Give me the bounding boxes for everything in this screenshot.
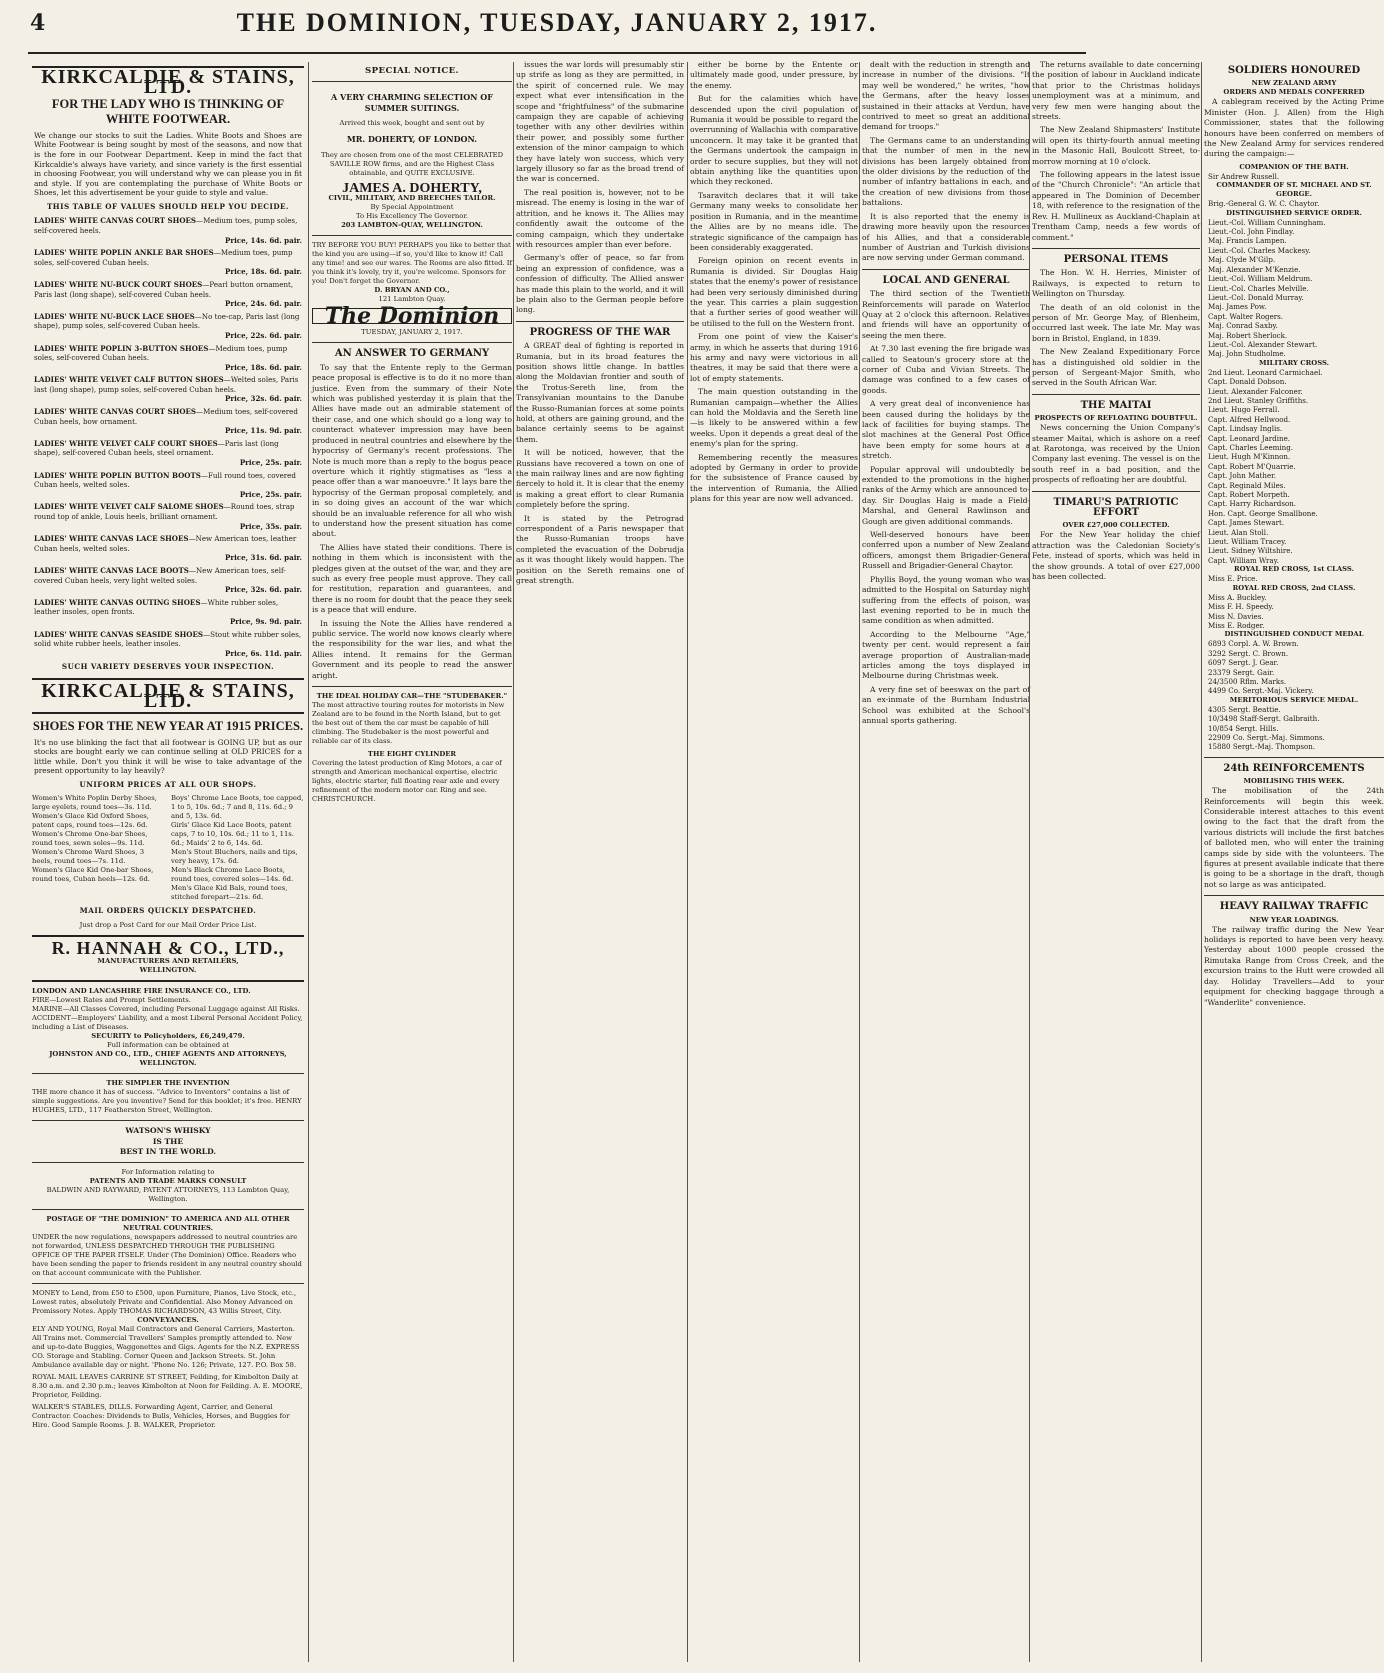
honour-name: Lieut.-Col. William Meldrum. [1208,274,1313,284]
personal-paragraph: The New Zealand Expeditionary Force has a distinguished old soldier in the person of Sergeant-Major Smith, who served in the South African War. [1032,347,1200,388]
honour-heading: ROYAL RED CROSS, 2nd CLASS. [1232,583,1356,592]
honour-name: 6893 Corpl. A. W. Brown. [1208,639,1299,649]
timaru-title: TIMARU'S PATRIOTIC EFFORT [1053,496,1179,519]
shoe-price: Price, 18s. 6d. pair. [225,362,302,372]
article-paragraph: The main question outstanding in the Rumanian campaign—whether the Allies can hold the Moldavia and the Sereth line—is likely to be answered within a few weeks. Upon it depends a great deal of the enemy's plan for the spring. [690,387,858,449]
kirkcaldie-ad-footer: SUCH VARIETY DESERVES YOUR INSPECTION. [61,662,275,672]
shoe-item [34,439,302,468]
postage-title: POSTAGE OF "THE DOMINION" TO AMERICA AND ALL OTHER NEUTRAL COUNTRIES. [46,1215,290,1233]
shoe-grid-item: Women's Glace Kid One-bar Shoes, round toes, Cuban heels—12s. 6d. [32,866,154,884]
honour-name: 24/3500 Rflm. Marks. [1208,676,1287,686]
divider [312,81,512,82]
rumania-article-body [690,60,858,505]
shoe-item [34,598,302,627]
local-paragraph: At 7.30 last evening the fire brigade was called to Seatoun's grocery store at the corner of Cuba and Vivian Streets. The damage was confined to a few cases of goods. [862,344,1030,395]
column-rule [1029,62,1030,1662]
hannah-ad-title: R. HANNAH & CO., LTD., [51,937,285,958]
honour-name: 15880 Sergt.-Maj. Thompson. [1208,742,1316,752]
postage-text: UNDER the new regulations, newspapers addressed to neutral countries are not forwarded, UNLESS DESPATCHED THROUGH THE PUBLISHING OFFICE OF THE PAPER ITSELF. Under (The Dominion) Office. Readers who have been sending the paper to friends resident in any neutral country should on that account communicate with the Publisher. [32,1233,302,1278]
article-paragraph: From one point of view the Kaiser's army, in which he asserts that during 1916 his army and navy were victorious in all theatres, it may be said that there were a lot of empty statements. [690,332,858,383]
divider [32,1120,304,1121]
shoe-name: LADIES' WHITE CANVAS COURT SHOES [34,407,197,417]
lancashire-agents: JOHNSTON AND CO., LTD., CHIEF AGENTS AND ATTORNEYS, WELLINGTON. [49,1050,287,1068]
honour-name: Brig.-General G. W. C. Chaytor. [1208,199,1320,209]
doherty-name: MR. DOHERTY, OF LONDON. [346,134,478,145]
divider [1204,757,1384,758]
war-paragraph: It is stated by the Petrograd correspondent of a Paris newspaper that the Russo-Rumanian troops have completed the evacuation of the Dobrudja as it was thought likely would happen. The position on the Sereth remains one of great strength. [516,513,684,586]
article-paragraph: dealt with the reduction in strength and increase in number of the divisions. "It may well be wondered," he writes, "how the Germans, after the heavy losses sustained in their attacks at Verdun, have contrived to meet so great an additional demand for troops." [862,60,1030,132]
divider [32,935,304,937]
shoe-grid-item: Women's Chrome Ward Shoes, 3 heels, round toes—7s. 11d. [32,848,145,866]
personal-paragraph: The Hon. W. H. Herries, Minister of Railways, is expected to return to Wellington on Thursday. [1032,268,1200,299]
article-paragraph: Germany's offer of peace, so far from being an expression of confidence, was a confession of difficulty. The Allied answer has made this plain to the world, and it will be plain also to the German people before long. [516,253,684,315]
shoe-price: Price, 25s. pair. [239,489,302,499]
shoe-description: —Medium toes, pump soles, self-covered heels. [34,216,298,235]
conveyances-text: ELY AND YOUNG, Royal Mail Contractors and General Carriers, Masterton. All Trains met. Commercial Travellers' Samples promptly attended to. New and up-to-date Buggies, Waggonettes and Gigs. Agents for the N.Z. EXPRESS CO. Storage and Stabling. Corner Queen and Jackson Streets. St. John Ambulance available day or night. 'Phone No. 126; Private, 127. P.O. Box 58. [32,1325,300,1370]
patents-firm: BALDWIN AND RAYWARD, PATENT ATTORNEYS, 113 Lambton Quay, Wellington. [46,1186,290,1204]
suitings-title: A VERY CHARMING SELECTION OF SUMMER SUITINGS. [331,92,493,113]
honour-name: 2nd Lieut. Stanley Griffiths. [1208,395,1309,405]
column-rule [513,62,514,1662]
shoe-price: Price, 18s. 6d. pair. [225,267,302,277]
orders-medals-title: ORDERS AND MEDALS CONFERRED [1223,88,1365,97]
hannah-ad-city: WELLINGTON. [139,966,197,975]
shoe-price: Price, 35s. pair. [239,521,302,531]
editorial-date: TUESDAY, JANUARY 2, 1917. [361,328,463,337]
honour-name: Lieut.-Col. Alexander Stewart. [1208,339,1318,349]
maitai-text: News concerning the Union Company's steamer Maitai, which is ashore on a reef at Rarotonga, was received by the Union Company last evening. The vessel is on the south reef in a bad position, and the prospects of refloating her are doubtful. [1032,423,1200,485]
article-paragraph: The returns available to date concerning the position of labour in Auckland indicate that prior to the Christmas holidays unemployment was at a minimum, and very few men were hanging about the streets. [1032,60,1200,122]
divider [32,1209,304,1210]
doherty-appointment: By Special Appointment [370,203,454,212]
shoe-price: Price, 11s. 9d. pair. [225,426,302,436]
honour-name: Capt. Lindsay Inglis. [1208,424,1283,434]
honour-name: 4305 Sergt. Beattie. [1208,704,1281,714]
shoe-description: —Paris last (long shape), self-covered Cuban heels, steel ornament. [34,438,279,458]
honour-name: Capt. James Stewart. [1208,518,1285,528]
honour-name: 10/3498 Staff-Sergt. Galbraith. [1208,714,1320,724]
doherty-text: They are chosen from one of the most CELEBRATED SAVILLE ROW firms, and are the Highest Class obtainable, and QUITE EXCLUSIVE. [320,150,504,177]
column-rule [859,62,860,1662]
honour-name: Capt. Donald Dobson. [1208,377,1287,387]
mail-orders-caption: MAIL ORDERS QUICKLY DESPATCHED. [79,906,257,916]
editorial-paragraph: The Allies have stated their conditions. There is nothing in them which is inconsistent with the pledges given at the outset of the war, and they are such as every free people must approve. They call for restitution, reparation and guarantees, and there is no room for doubt that the peace they seek is a peace that will endure. [312,542,512,615]
shoe-item [34,312,302,341]
shoe-description: —New American toes, self-covered Cuban heels, very light welted soles. [34,565,286,585]
local-paragraph: Popular approval will undoubtedly be extended to the promotions in the higher ranks of the Army which are announced to-day. Sir Douglas Haig is made a Field-Marshal, and General Rawlinson and Gough are given additional commands. [862,464,1030,526]
honour-name: Maj. Francis Lampen. [1208,236,1287,246]
honour-name: 6097 Sergt. J. Gear. [1208,658,1279,668]
shoe-grid-item: Girls' Glace Kid Lace Boots, patent caps, 7 to 10, 10s. 6d.; 11 to 1, 11s. 6d.; Maids' 2 to 6, 14s. 6d. [171,821,294,848]
holiday-car-text: The most attractive touring routes for motorists in New Zealand are to be found in the North Island, but to get the best out of them the car must be capable of hill climbing. The Studebaker is the most powerful and reliable car of its class. [312,701,505,746]
war-paragraph: It will be noticed, however, that the Russians have recovered a town on one of the main railway lines and are now fighting fiercely to hold it. It is clear that the enemy is making a great effort to clear Rumania completely before the spring. [516,448,684,510]
honour-name: Capt. Leonard Jardine. [1208,433,1291,443]
invention-text: THE more chance it has of success. "Advice to Inventors" contains a list of simple suggestions. Are you inventive? Send for this booklet; it's free. HENRY HUGHES, LTD., 117 Featherston Street, Wellington. [32,1088,302,1115]
insurance-line: FIRE—Lowest Rates and Prompt Settlements. [32,996,191,1005]
patents-title: PATENTS AND TRADE MARKS CONSULT [89,1177,247,1186]
honour-name: Maj. John Studholme. [1208,349,1286,359]
shoe-grid-item: Boys' Chrome Lace Boots, toe capped, 1 to 5, 10s. 6d.; 7 and 8, 11s. 6d.; 9 and 5, 13s. 6d. [171,794,304,821]
column-personal [1032,60,1200,1665]
shoe-item [34,248,302,277]
column-honours [1204,60,1384,1665]
shoe-item [34,630,302,659]
personal-items-body [1032,268,1200,388]
shoe-grid-item: Women's Glace Kid Oxford Shoes, patent caps, round toes—12s. 6d. [32,812,149,830]
honour-name: Lieut. Hugo Ferrall. [1208,405,1280,415]
honour-name: 3292 Sergt. C. Brown. [1208,648,1289,658]
kirkcaldie-ad-title: KIRKCALDIE & STAINS, LTD. [32,66,304,93]
honour-name: Miss A. Buckley. [1208,592,1267,602]
newspaper-title: THE DOMINION, TUESDAY, JANUARY 2, 1917. [236,8,878,37]
progress-of-war-body [516,341,684,586]
insurance-line: MARINE—All Classes Covered, including Personal Luggage against All Risks. [32,1005,300,1014]
shoe-name: LADIES' WHITE POPLIN 3-BUTTON SHOES [34,343,209,353]
local-paragraph: The third section of the Twentieth Reinforcements will parade on Waterloo Quay at 2 o'clock this afternoon. Relatives and friends will have an opportunity of seeing the men there. [862,289,1030,340]
reinforcements-text: The mobilisation of the 24th Reinforcements will begin this week. Considerable interest attaches to this event owing to the fact that the draft from the various districts will include the first batches of balloted men, who will enter the training camps side by side with the volunteers. The figures at present available indicate that there is going to be a shortage in the draft, though not so large as was anticipated. [1204,786,1384,889]
eight-cylinder-text: Covering the latest production of King Motors, a car of strength and American mechanical expertise, electric lights, electric starter, full floating rear axle and every refinement of the modern motor car. Ring and see. CHRISTCHURCH. [312,759,502,804]
honour-name: Lieut.-Col. John Findlay. [1208,227,1295,237]
shoe-price: Price, 6s. 11d. pair. [225,648,302,658]
shoe-grid-item: Men's Glace Kid Bals, round toes, stitched forepart—21s. 6d. [171,884,288,902]
shoe-name: LADIES' WHITE CANVAS LACE SHOES [34,534,189,544]
money-lending-ad: MONEY to Lend, from £50 to £500, upon Furniture, Pianos, Live Stock, etc., Lowest rates, absolutely Private and Confidential. Also Money Advanced on Promissory Notes. Apply THOMAS RICHARDSON, 43 Willis Street, City. [32,1289,297,1316]
honour-name: Lieut.-Col. Charles Mackesy. [1208,245,1311,255]
honour-name: Capt. Alfred Hellwood. [1208,414,1291,424]
honour-name: 2nd Lieut. Leonard Carmichael. [1208,367,1323,377]
kirkcaldie-ad2-title: KIRKCALDIE & STAINS, LTD. [41,679,295,713]
shoe-price: Price, 24s. 6d. pair. [225,299,302,309]
nz-army-title: NEW ZEALAND ARMY [1251,79,1337,88]
railway-traffic-subtitle: NEW YEAR LOADINGS. [1249,915,1339,924]
honour-name: Miss E. Price. [1208,574,1258,584]
personal-items-title: PERSONAL ITEMS [1063,253,1169,265]
local-paragraph: Phyllis Boyd, the young woman who was admitted to the Hospital on Saturday night suffering from the effects of poison, was last evening reported to be in much the same condition as when admitted. [862,574,1030,626]
honour-name: Lieut. Alexander Falconer. [1208,386,1303,396]
shoe-item [34,280,302,309]
honour-name: Capt. Reginald Miles. [1208,480,1286,490]
page-number: 4 [30,10,46,36]
maitai-subtitle: PROSPECTS OF REFLOATING DOUBTFUL. [1034,414,1198,423]
article-paragraph: The following appears in the latest issue of the "Church Chronicle": "An article that appeared in The Dominion of December 18, with reference to the resignation of the Rev. H. Mullineux as Auckland-Chaplain at Trentham Camp, needs a few words of comment." [1032,170,1200,242]
shoe-price-grid [32,794,304,902]
try-before-you-buy-text: TRY BEFORE YOU BUY! PERHAPS you like to better that the kind you are using—if so, you'd like to know it! Call any time! and see our wares. The Rooms are also fitted. If you think it's lovely, try it, you're welcome. Sponsors for you! Don't forget the Governor. [312,241,512,286]
shoe-description: —Welted soles, Paris last (long shape), pump soles, self-covered Cuban heels. [34,375,299,394]
war-paragraph: A GREAT deal of fighting is reported in Rumania, but in its broad features the position shows little change. In battles along the Moldavian frontier and south of the Trotus-Sereth line, from the Transylvanian mountains to the Danube the Russo-Rumanian forces at some points hold, at others are gaining ground, and the balance certainly seems to be against them. [516,341,684,444]
dominion-logo: The Dominion [312,308,512,324]
personal-paragraph: The death of an old colonist in the person of Mr. George May, of Blenheim, occurred last week. The late Mr. May was born in Bristol, England, in 1839. [1032,302,1200,343]
honour-name: Lieut.-Col. Charles Melville. [1208,283,1309,293]
article-paragraph: Remembering recently the measures adopted by Germany in order to provide for the subsistence of France caused by the intervention of Rumania, the Allied plans for this year are now well advanced. [690,452,858,504]
shoes-new-year-intro: It's no use blinking the fact that all footwear is GOING UP, but as our stocks are bought early we can continue selling at OLD PRICES for a little while. Don't you think it will be wise to take advantage of the present opportunity to lay heavily? [34,737,302,776]
column-rule [308,62,309,1662]
honour-heading: MILITARY CROSS. [1258,358,1330,367]
shoe-item [34,216,302,245]
shoe-description: —Pearl button ornament, Paris last (long shape), self-covered Cuban heels. [34,279,294,299]
divider [1032,248,1200,249]
honour-name: 23379 Sergt. Gair. [1208,667,1275,677]
timaru-subtitle: OVER £27,000 COLLECTED. [1062,521,1170,530]
shoe-item [34,502,302,531]
article-paragraph: Tsaravitch declares that it will take Germany many weeks to consolidate her position in Rumania, and in the meantime the Allies are by no means idle. The strategic significance of the campaign has been considerably exaggerated. [690,190,858,252]
divider [1032,491,1200,492]
shoe-description: —Round toes, strap round top of ankle, Louis heels, brilliant ornament. [34,502,295,521]
honour-name: 4499 Co. Sergt.-Maj. Vickery. [1208,686,1314,696]
shoe-item [34,375,302,404]
watson-line: WATSON'S WHISKY [125,1126,211,1136]
watson-line: IS THE [152,1136,184,1146]
divider [312,235,512,236]
honour-heading: ROYAL RED CROSS, 1st CLASS. [1234,565,1354,574]
local-general-body [862,289,1030,726]
local-paragraph: Well-deserved honours have been conferred upon a number of New Zealand officers, amongst them Brigadier-General Russell and Brigadier-General Chaytor. [862,530,1030,571]
local-general-title: LOCAL AND GENERAL [882,274,1010,286]
article-paragraph: Foreign opinion on recent events in Rumania is divided. Sir Douglas Haig states that the enemy's power of resistance had been very seriously diminished during the year. This carries a plain suggestion that a further series of good weather will be utilised to the full on the Western front. [690,256,858,328]
article-paragraph: The Germans came to an understanding that the number of men in the new divisions has been largely obtained from the older divisions by the reduction of the number of infantry battalions in each, and the creation of new divisions from those battalions. [862,135,1030,208]
editorial-title: AN ANSWER TO GERMANY [334,348,490,360]
divider [862,269,1030,270]
lancashire-security: SECURITY to Policyholders, £6,249,479. [91,1032,245,1041]
german-divisions-body [862,60,1030,264]
shoes-new-year-title: SHOES FOR THE NEW YEAR AT 1915 PRICES. [32,718,304,733]
honour-heading: MERITORIOUS SERVICE MEDAL. [1229,695,1359,704]
shoe-description: —White rubber soles, leather insoles, open fronts. [34,597,279,617]
shoe-price: Price, 25s. pair. [239,458,302,468]
insurance-line: ACCIDENT—Employers' Liability, and a most Liberal Personal Accident Policy, including a List of Diseases. [32,1014,303,1032]
honour-name: Miss E. Rodger. [1208,620,1265,630]
article-paragraph: The New Zealand Shipmasters' Institute will open its thirty-fourth annual meeting in the Masonic Hall, Boulcott Street, to-morrow morning at 10 o'clock. [1032,125,1200,166]
shoe-name: LADIES' WHITE NU-BUCK COURT SHOES [34,279,203,289]
column-rule [1201,62,1202,1662]
shoe-name: LADIES' WHITE VELVET CALF COURT SHOES [34,438,218,448]
shoe-name: LADIES' WHITE POPLIN ANKLE BAR SHOES [34,248,214,258]
shoe-price: Price, 31s. 6d. pair. [225,553,302,563]
honour-name: Miss F. H. Speedy. [1208,602,1274,612]
column-advertisements [32,60,304,1665]
honour-name: Capt. William Wray. [1208,555,1279,565]
holiday-car-title: THE IDEAL HOLIDAY CAR—THE "STUDEBAKER." [316,692,508,701]
divider [32,1162,304,1163]
honour-name: Lieut.-Col. Donald Murray. [1208,292,1304,302]
honour-name: Lieut. Hugh M'Kinnon. [1208,452,1291,462]
article-paragraph: The real position is, however, not to be misread. The enemy is losing in the war of attrition, and he knows it. The Allies may confidently await the outcome of the coming campaign, which they undertake with resources ampler than ever before. [516,187,684,249]
editorial-paragraph: To say that the Entente reply to the German peace proposal is effective is to do it no more than justice. Even from the summary of their Note which was published yesterday it is plain that the Allies have made out an admirable statement of their case, and one which should go a long way to counteract whatever impression may have been produced in neutral countries and elsewhere by the hypocrisy of Germany's recent professions. The Note is much more than a reply to the bogus peace overture which it rightly stigmatises as "less a peace offer than a war manoeuvre." It lays bare the hypocrisy of the German proposal completely, and in so doing gives an account of the war which should be an invaluable reference for all who wish to understand how the present situation has come about. [312,362,512,539]
watson-line: BEST IN THE WORLD. [119,1146,217,1156]
suitings-text: Arrived this week, bought and sent out by [339,119,485,128]
honour-name: Maj. Conrad Saxby. [1208,321,1278,331]
reinforcements-title: 24th REINFORCEMENTS [1223,762,1365,774]
honour-name: Capt. Robert M'Quarrie. [1208,461,1296,471]
shoe-item [34,344,302,373]
lancashire-insurance-title: LONDON AND LANCASHIRE FIRE INSURANCE CO., LTD. [32,987,251,996]
shoe-name: LADIES' WHITE CANVAS LACE BOOTS [34,565,189,575]
honours-lists [1204,163,1384,752]
patents-heading: For Information relating to [121,1168,215,1177]
column-rumania [690,60,858,1665]
divider [32,980,304,982]
maitai-title: THE MAITAI [1080,399,1152,411]
bryan-firm: D. BRYAN AND CO., [374,286,450,295]
shoe-item [34,566,302,595]
watsons-whisky-ad [32,1126,304,1157]
divider [32,1073,304,1074]
bryan-address: 121 Lambton Quay. [378,295,446,304]
honour-name: Capt. Walter Rogers. [1208,311,1284,321]
article-paragraph: either be borne by the Entente or ultimately made good, under pressure, by the enemy. [690,60,858,90]
column6-body [1032,60,1200,243]
local-paragraph: A very great deal of inconvenience has been caused during the holidays by the lack of facilities for buying stamps. The slot machines at the General Post Office have been empty for some hours at a stretch. [862,399,1030,461]
shoe-name: LADIES' WHITE CANVAS SEASIDE SHOES [34,629,203,639]
lancashire-insurance-lines [32,996,304,1032]
editorial-body [312,363,512,681]
honour-name: Hon. Capt. George Smallbone. [1208,508,1318,518]
honour-name: Capt. John Mather. [1208,471,1277,481]
shoe-item [34,471,302,500]
column-war-progress [516,60,684,1665]
shoe-description: —New American toes, leather Cuban heels, welted soles. [34,534,297,553]
shoe-name: LADIES' WHITE VELVET CALF BUTTON SHOES [34,375,224,385]
timaru-text: For the New Year holiday the chief attraction was the Caledonian Society's Fete, instead of sports, which was held in the show grounds. A total of over £27,000 has been collected. [1032,530,1200,582]
shoe-description: —Medium toes, self-covered Cuban heels, bow ornament. [34,407,298,426]
honour-name: Lieut. Sidney Wiltshire. [1208,546,1293,556]
honour-name: Maj. James Pow. [1208,302,1267,312]
lancashire-info: Full information can be obtained at [106,1041,230,1050]
masthead [0,0,1114,58]
kirkcaldie-values-caption: THIS TABLE OF VALUES SHOULD HELP YOU DECIDE. [46,201,290,211]
doherty-trade: CIVIL, MILITARY, AND BREECHES TAILOR. [328,194,496,203]
doherty-governor: To His Excellency The Governor. [355,212,469,221]
honour-heading: COMPANION OF THE BATH. [1239,162,1349,171]
divider [1032,394,1200,395]
hannah-ad-subtitle: MANUFACTURERS AND RETAILERS, [97,957,239,966]
column-rule [687,62,688,1662]
editorial-continued [516,60,684,316]
honour-name: Capt. Robert Morpeth. [1208,490,1290,500]
shoe-description: —Medium toes, pump soles, self-covered Cuban heels. [34,343,288,363]
column-notices-editorial [312,60,512,1665]
local-paragraph: According to the Melbourne "Age," twenty per cent. would represent a fair average proportion of Australian-made articles among the toys displayed in Melbourne during Christmas week. [862,629,1030,681]
walker-stables-text: WALKER'S STABLES, DILLS. Forwarding Agent, Carrier, and General Contractor. Coaches: Dividends to Bulls, Vehicles, Horses, and Buggies for Hire. Good Sample Rooms. J. B. WALKER, Proprietor. [32,1403,290,1430]
masthead-rule [28,52,1086,54]
kirkcaldie-ad-intro: We change our stocks to suit the Ladies. White Boots and Shoes are White Footwear is being sought by most of the seasons, and now that is the fore in our Footwear Department. Keep in mind the fact that Kirkcaldie's always have variety, and since variety is the first essential in choosing Footwear, you will understand why we can please you in fit and style. If you are contemplating the purchase of White Boots or Shoes, let this advertisement be your guide to style and value. [34,130,302,198]
shoe-name: LADIES' WHITE CANVAS COURT SHOES [34,216,197,226]
mail-orders-note: Just drop a Post Card for our Mail Order Price List. [79,920,257,929]
shoe-price-list [32,216,304,658]
honour-name: Capt. Harry Richardson. [1208,499,1297,509]
shoe-description: —Full round toes, covered Cuban heels, welted soles. [34,470,296,490]
honour-name: Maj. Alexander M'Kenzie. [1208,264,1301,274]
divider [312,686,512,687]
honour-name: Sir Andrew Russell. [1208,171,1280,181]
progress-of-war-title: PROGRESS OF THE WAR [529,326,671,338]
shoe-description: —Stout white rubber soles, solid white rubber heels, leather insoles. [34,629,302,649]
honour-heading: COMMANDER OF ST. MICHAEL AND ST. GEORGE. [1216,181,1372,199]
shoe-grid-item: Women's White Poplin Derby Shoes, large eyelets, round toes—3s. 11d. [32,794,157,812]
honour-heading: DISTINGUISHED CONDUCT MEDAL [1224,630,1364,639]
honour-name: Miss N. Davies. [1208,611,1264,621]
special-notice-heading: SPECIAL NOTICE. [365,66,459,76]
royal-mail-text: ROYAL MAIL LEAVES CARRINE ST STREET, Feilding, for Kimbolton Daily at 8.30 a.m. and 2.30 p.m.; leaves Kimbolton at Noon for Feilding. A. E. MOORE, Proprietor, Feilding. [32,1373,303,1400]
column-local-general [862,60,1030,1665]
uniform-prices-caption: UNIFORM PRICES AT ALL OUR SHOPS. [79,779,257,789]
shoe-price: Price, 22s. 6d. pair. [225,330,302,340]
invention-title: THE SIMPLER THE INVENTION [106,1079,230,1088]
shoe-price-grid-right [171,794,304,902]
honour-name: 22909 Co. Sergt.-Maj. Simmons. [1208,732,1325,742]
editorial-paragraph: In issuing the Note the Allies have rendered a public service. The world now knows clearly where the responsibility for the war lies, and what the Allies intend. It remains for the German Government and its people to read the answer aright. [312,618,512,680]
shoe-name: LADIES' WHITE NU-BUCK LACE SHOES [34,311,195,321]
railway-traffic-text: The railway traffic during the New Year holidays is reported to have been very heavy. Yesterday about 1000 people crossed the Rimutaka Range from Cross Creek, and the excursion trains to the Hutt were crowded all day. Holiday Travellers—Add to your equipment for checking baggage through a "Wanderlite" convenience. [1204,924,1384,1007]
honour-name: Capt. Charles Leeming. [1208,443,1294,452]
shoe-price: Price, 9s. 9d. pair. [229,616,302,626]
article-paragraph: But for the calamities which have descended upon the civil population of Rumania it would be possible to regard the overrunning of Wallachia with comparative unconcern. It may take it be granted that the Germans undertook the campaign in order to secure supplies, but they will not obtain anything like the quantities upon which they reckoned. [690,94,858,187]
honour-name: 10/854 Sergt. Hills. [1208,723,1279,733]
article-paragraph: issues the war lords will presumably stir up strife as long as they are permitted, in the spirit of concerned rule. We may expect what ever intensification in the scope and "frightfulness" of the submarine campaign they are capable of achieving together with any other devilries within their power, and possibly some further extension of the minor campaign to which they have lately won success, which very largely illusory so far as the broad trend of the war is concerned. [516,60,684,184]
shoe-name: LADIES' WHITE VELVET CALF SALOME SHOES [34,502,224,512]
shoe-name: LADIES' WHITE POPLIN BUTTON BOOTS [34,470,201,480]
shoe-price: Price, 14s. 6d. pair. [225,235,302,245]
doherty-address: 203 LAMBTON-QUAY, WELLINGTON. [341,221,483,230]
shoe-description: —No toe-cap, Paris last (long shape), pump soles, self-covered Cuban heels. [34,311,300,331]
shoe-price-grid-left [32,794,165,902]
shoe-grid-item: Men's Black Chrome Lace Boots, round toes, covered soles—14s. 6d. [171,866,294,884]
honour-name: Lieut. William Tracey. [1208,537,1287,547]
conveyances-title: CONVEYANCES. [137,1316,199,1325]
honour-name: Lieut.-Col. William Cunningham. [1208,217,1326,227]
shoe-price: Price, 32s. 6d. pair. [225,394,302,404]
reinforcements-subtitle: MOBILISING THIS WEEK. [1243,777,1345,786]
local-paragraph: A very fine set of beeswax on the part of an ex-inmate of the Burnham Industrial School was exhibited at the School's annual sports gathering. [862,684,1030,725]
shoe-item [34,534,302,563]
kirkcaldie-ad-subtitle: FOR THE LADY WHO IS THINKING OF WHITE FOOTWEAR. [51,96,285,126]
divider [1204,895,1384,896]
divider [516,321,684,322]
railway-traffic-title: HEAVY RAILWAY TRAFFIC [1219,901,1369,913]
honour-name: Lieut. Alan Stoll. [1208,527,1269,537]
honour-name: Maj. Robert Sherlock. [1208,330,1288,340]
article-paragraph: It is also reported that the enemy is drawing more heavily upon the resources of his Allies, and that a considerable number of Austrian and Turkish divisions are now serving under German command. [862,211,1030,263]
shoe-price: Price, 32s. 6d. pair. [225,585,302,595]
divider [32,1283,304,1284]
honour-heading: DISTINGUISHED SERVICE ORDER. [1226,208,1362,217]
divider [312,342,512,343]
shoe-item [34,407,302,436]
eight-cylinder-title: THE EIGHT CYLINDER [367,750,457,759]
honours-intro: A cablegram received by the Acting Prime Minister (Hon. J. Allen) from the High Commissioner, states that the following honours have been conferred on members of the New Zealand Army for services rendered during the campaign:— [1204,97,1384,159]
soldiers-honoured-title: SOLDIERS HONOURED [1227,65,1361,76]
shoe-grid-item: Women's Chrome One-bar Shoes, round toes, sewn soles—9s. 11d. [32,830,148,848]
shoe-name: LADIES' WHITE CANVAS OUTING SHOES [34,597,201,607]
shoe-description: —Medium toes, pump soles, self-covered Cuban heels. [34,248,293,267]
honour-name: Maj. Clyde M'Gilp. [1208,255,1276,265]
shoe-grid-item: Men's Stout Bluchers, nails and tips, very heavy, 17s. 6d. [171,848,298,866]
doherty-firm: JAMES A. DOHERTY, [342,180,482,196]
